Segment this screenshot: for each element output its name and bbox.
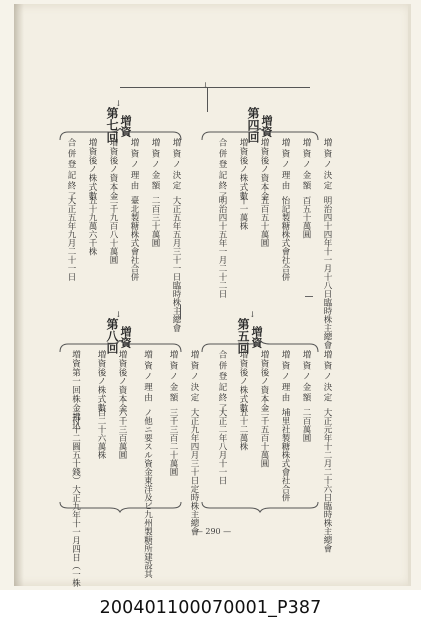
field-amount: 増資ノ金額 二百萬圓 — [301, 350, 311, 442]
page-binding-shadow — [14, 4, 24, 586]
field-amount: 増資ノ金額 二百三十萬圓 — [150, 138, 160, 247]
field-registration: 合併登記終了 大正五年九月二十一日 — [66, 138, 76, 281]
field-decision: 増資ノ決定 大正五年五月三十一日臨時株主總會 — [171, 138, 181, 332]
section-subtitle: 増資 — [250, 326, 263, 348]
field-decision: 増資ノ決定 大正九年四月三十日定時株主總會 — [189, 350, 199, 536]
field-first-payment: 増資第一回株金拂込 大正九年十一月四日（一株 ニ付十二圓五十錢） — [70, 350, 81, 587]
bottom-bracket-brace — [58, 500, 183, 514]
payment-line-2: ニ付十二圓五十錢） — [70, 408, 81, 485]
page-edge — [408, 4, 411, 586]
flow-arrow-icon: ↓ — [202, 81, 209, 90]
field-capital-after: 増資後ノ資本金 二千九百八十萬圓 — [108, 138, 118, 264]
bottom-bracket-brace — [200, 500, 320, 514]
field-capital-after: 増資後ノ資本金 五百五十萬圓 — [259, 138, 269, 247]
payment-line-1: 大正九年十一月四日（一株 — [70, 484, 81, 587]
section-title: 第五回 — [236, 318, 250, 354]
section-subtitle: 増資 — [119, 115, 132, 137]
image-caption: 200401100070001_P387 — [99, 598, 322, 618]
field-shares-after: 増資後ノ株式數 五十二萬株 — [238, 350, 248, 451]
field-reason: 増資ノ理由 臺北製糖株式會社合併 — [129, 138, 139, 281]
field-columns — [211, 350, 337, 553]
field-columns — [211, 138, 337, 349]
section-title: 第七回 — [105, 107, 119, 143]
section-title: 第四回 — [246, 107, 260, 143]
flow-connector — [180, 305, 181, 319]
reason-line-1: 東洋及ビ九州製糖所建設其 — [142, 476, 153, 578]
field-registration: 合併登記終了 明治四十五年一月二十二日 — [217, 138, 227, 298]
field-decision: 増資ノ決定 明治四十四年十一月十八日臨時株主總會 — [322, 138, 332, 349]
field-shares-after: 増資後ノ株式數 百二十六萬株 — [96, 350, 106, 459]
field-reason: 増資ノ理由 埔里社製糖株式會社合併 — [280, 350, 290, 502]
section-subtitle: 増資 — [260, 115, 273, 137]
field-amount: 増資ノ金額 百五十萬圓 — [301, 138, 311, 239]
section-title: 第八回 — [105, 318, 119, 354]
field-reason: 増資ノ理由 東洋及ビ九州製糖所建設其 ノ他ニ要スル資金 — [142, 350, 153, 578]
field-amount: 増資ノ金額 三千三百二十萬圓 — [168, 350, 178, 476]
field-columns — [60, 138, 186, 332]
header-rule — [120, 87, 310, 88]
field-capital-after: 増資後ノ資本金 六千三百萬圓 — [117, 350, 127, 459]
field-reason: 増資ノ理由 怡記製糖株式會社合併 — [280, 138, 290, 281]
tail-rule — [305, 296, 313, 297]
flow-arrow-icon: ↓ — [249, 310, 256, 319]
field-shares-after: 増資後ノ株式數 五十九萬六千株 — [87, 138, 97, 256]
field-columns — [60, 350, 204, 587]
field-registration: 合併登記終了 大正二年八月十一日 — [217, 350, 227, 485]
reason-line-2: ノ他ニ要スル資金 — [142, 408, 153, 476]
flow-connector — [207, 88, 208, 112]
field-shares-after: 増資後ノ株式數 十一萬株 — [238, 138, 248, 230]
field-capital-after: 増資後ノ資本金 二千五百十萬圓 — [259, 350, 269, 468]
flow-arrow-icon: ↓ — [115, 99, 122, 108]
field-decision: 増資ノ決定 大正元年十二月二十六日臨時株主總會 — [322, 350, 332, 553]
page-number: — 290 — — [194, 527, 232, 536]
section-subtitle: 増資 — [119, 326, 132, 348]
flow-arrow-icon: ↓ — [115, 310, 122, 319]
